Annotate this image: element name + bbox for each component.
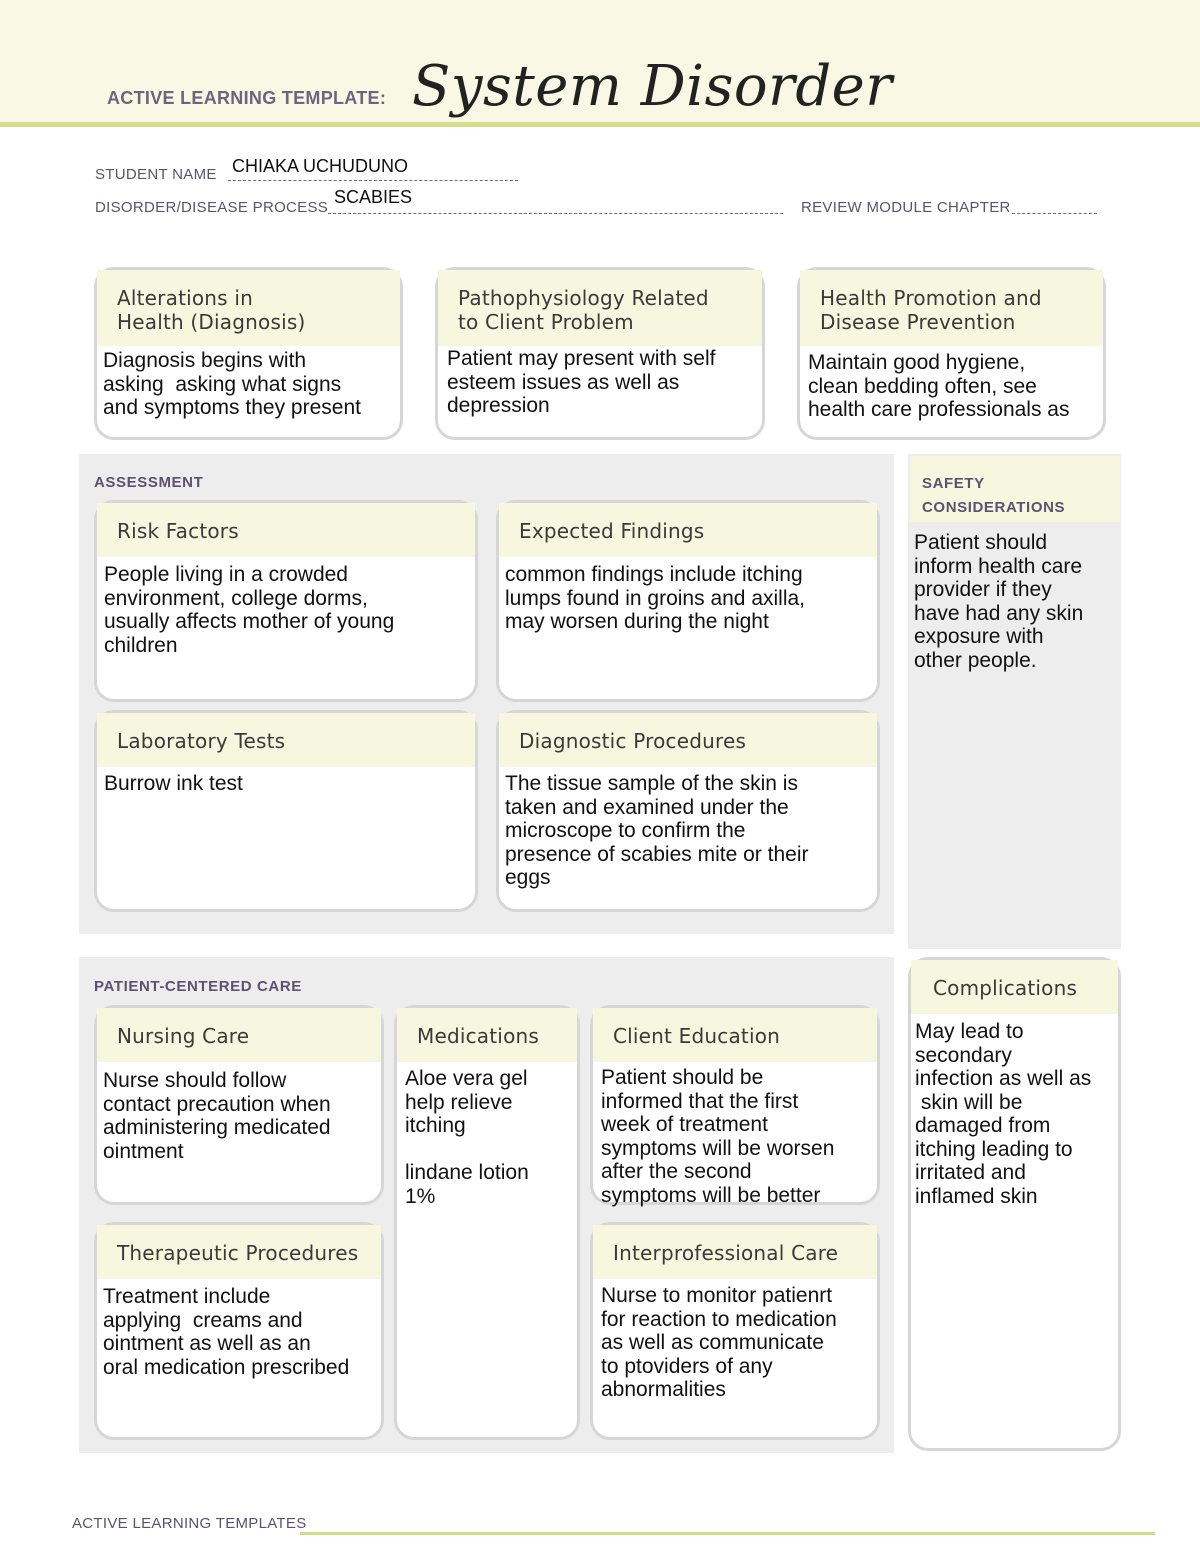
health-promotion-box [797, 267, 1106, 440]
nursing-care-body[interactable]: Nurse should follow contact precaution when administering medicated ointment [103, 1069, 331, 1163]
risk-factors-body[interactable]: People living in a crowded environment, college dorms, usually affects mother of young children [104, 563, 395, 657]
client-education-box [590, 1005, 880, 1205]
template-title: System Disorder [412, 54, 893, 119]
laboratory-tests-box [94, 710, 478, 912]
student-name-value[interactable]: CHIAKA UCHUDUNO [232, 156, 409, 176]
risk-factors-title: Risk Factors [97, 503, 475, 557]
medications-title: Medications [397, 1008, 577, 1062]
therapeutic-procedures-title: Therapeutic Procedures [97, 1225, 381, 1279]
alterations-title: Alterations in Health (Diagnosis) [97, 270, 400, 346]
interprofessional-care-box [590, 1222, 880, 1440]
complications-title: Complications [911, 960, 1118, 1014]
patient-centered-care-label: PATIENT-CENTERED CARE [94, 978, 302, 995]
therapeutic-procedures-body[interactable]: Treatment include applying creams and ointment as well as an oral medication prescribed [103, 1285, 350, 1379]
template-label: ACTIVE LEARNING TEMPLATE: [107, 88, 387, 108]
disorder-label: DISORDER/DISEASE PROCESS [95, 199, 329, 216]
complications-box [908, 957, 1121, 1451]
medications-body[interactable]: Aloe vera gel help relieve itching lindane lotion 1% [405, 1067, 529, 1208]
nursing-care-title: Nursing Care [97, 1008, 381, 1062]
diagnostic-procedures-title: Diagnostic Procedures [499, 713, 877, 767]
assessment-label: ASSESSMENT [94, 474, 204, 491]
footer-rule [300, 1532, 1155, 1535]
health-promotion-title: Health Promotion and Disease Prevention [800, 270, 1103, 346]
safety-panel [908, 454, 1121, 949]
expected-findings-title: Expected Findings [499, 503, 877, 557]
footer-label: ACTIVE LEARNING TEMPLATES [72, 1515, 307, 1532]
review-chapter-label: REVIEW MODULE CHAPTER [801, 199, 1011, 216]
medications-box [394, 1005, 580, 1440]
interprofessional-care-body[interactable]: Nurse to monitor patienrt for reaction to medication as well as communicate to ptoviders of any abnormalities [601, 1284, 837, 1401]
header-rule [0, 122, 1200, 127]
nursing-care-box [94, 1005, 384, 1205]
client-education-title: Client Education [593, 1008, 877, 1062]
diagnostic-procedures-box [496, 710, 880, 912]
review-chapter-line[interactable] [1012, 213, 1097, 214]
pathophysiology-box [435, 267, 765, 440]
alterations-box [94, 267, 403, 440]
expected-findings-body[interactable]: common findings include itching lumps found in groins and axilla, may worsen during the night [505, 563, 806, 633]
expected-findings-box [496, 500, 880, 702]
disorder-value[interactable]: SCABIES [334, 187, 413, 207]
diagnostic-procedures-body[interactable]: The tissue sample of the skin is taken and examined under the microscope to confirm the presence of scabies mite or their eggs [505, 772, 809, 889]
pathophysiology-title: Pathophysiology Related to Client Problem [438, 270, 762, 346]
interprofessional-care-title: Interprofessional Care [593, 1225, 877, 1279]
risk-factors-box [94, 500, 478, 702]
therapeutic-procedures-box [94, 1222, 384, 1440]
disorder-line [328, 213, 783, 214]
safety-body[interactable]: Patient should inform health care provider if they have had any skin exposure with other people. [914, 531, 1084, 672]
complications-body[interactable]: May lead to secondary infection as well as skin will be damaged from itching leading to irritated and inflamed skin [915, 1020, 1092, 1208]
health-promotion-body[interactable]: Maintain good hygiene, clean bedding often, see health care professionals as [808, 351, 1070, 421]
pathophysiology-body[interactable]: Patient may present with self esteem issues as well as depression [447, 347, 716, 417]
safety-title: SAFETY CONSIDERATIONS [922, 475, 1066, 516]
student-name-label: STUDENT NAME [95, 166, 217, 183]
student-name-line [228, 180, 518, 181]
laboratory-tests-body[interactable]: Burrow ink test [104, 772, 243, 795]
laboratory-tests-title: Laboratory Tests [97, 713, 475, 767]
client-education-body[interactable]: Patient should be informed that the first week of treatment symptoms will be worsen after the second symptoms will be better [601, 1066, 835, 1207]
alterations-body[interactable]: Diagnosis begins with asking asking what signs and symptoms they present [103, 349, 361, 419]
